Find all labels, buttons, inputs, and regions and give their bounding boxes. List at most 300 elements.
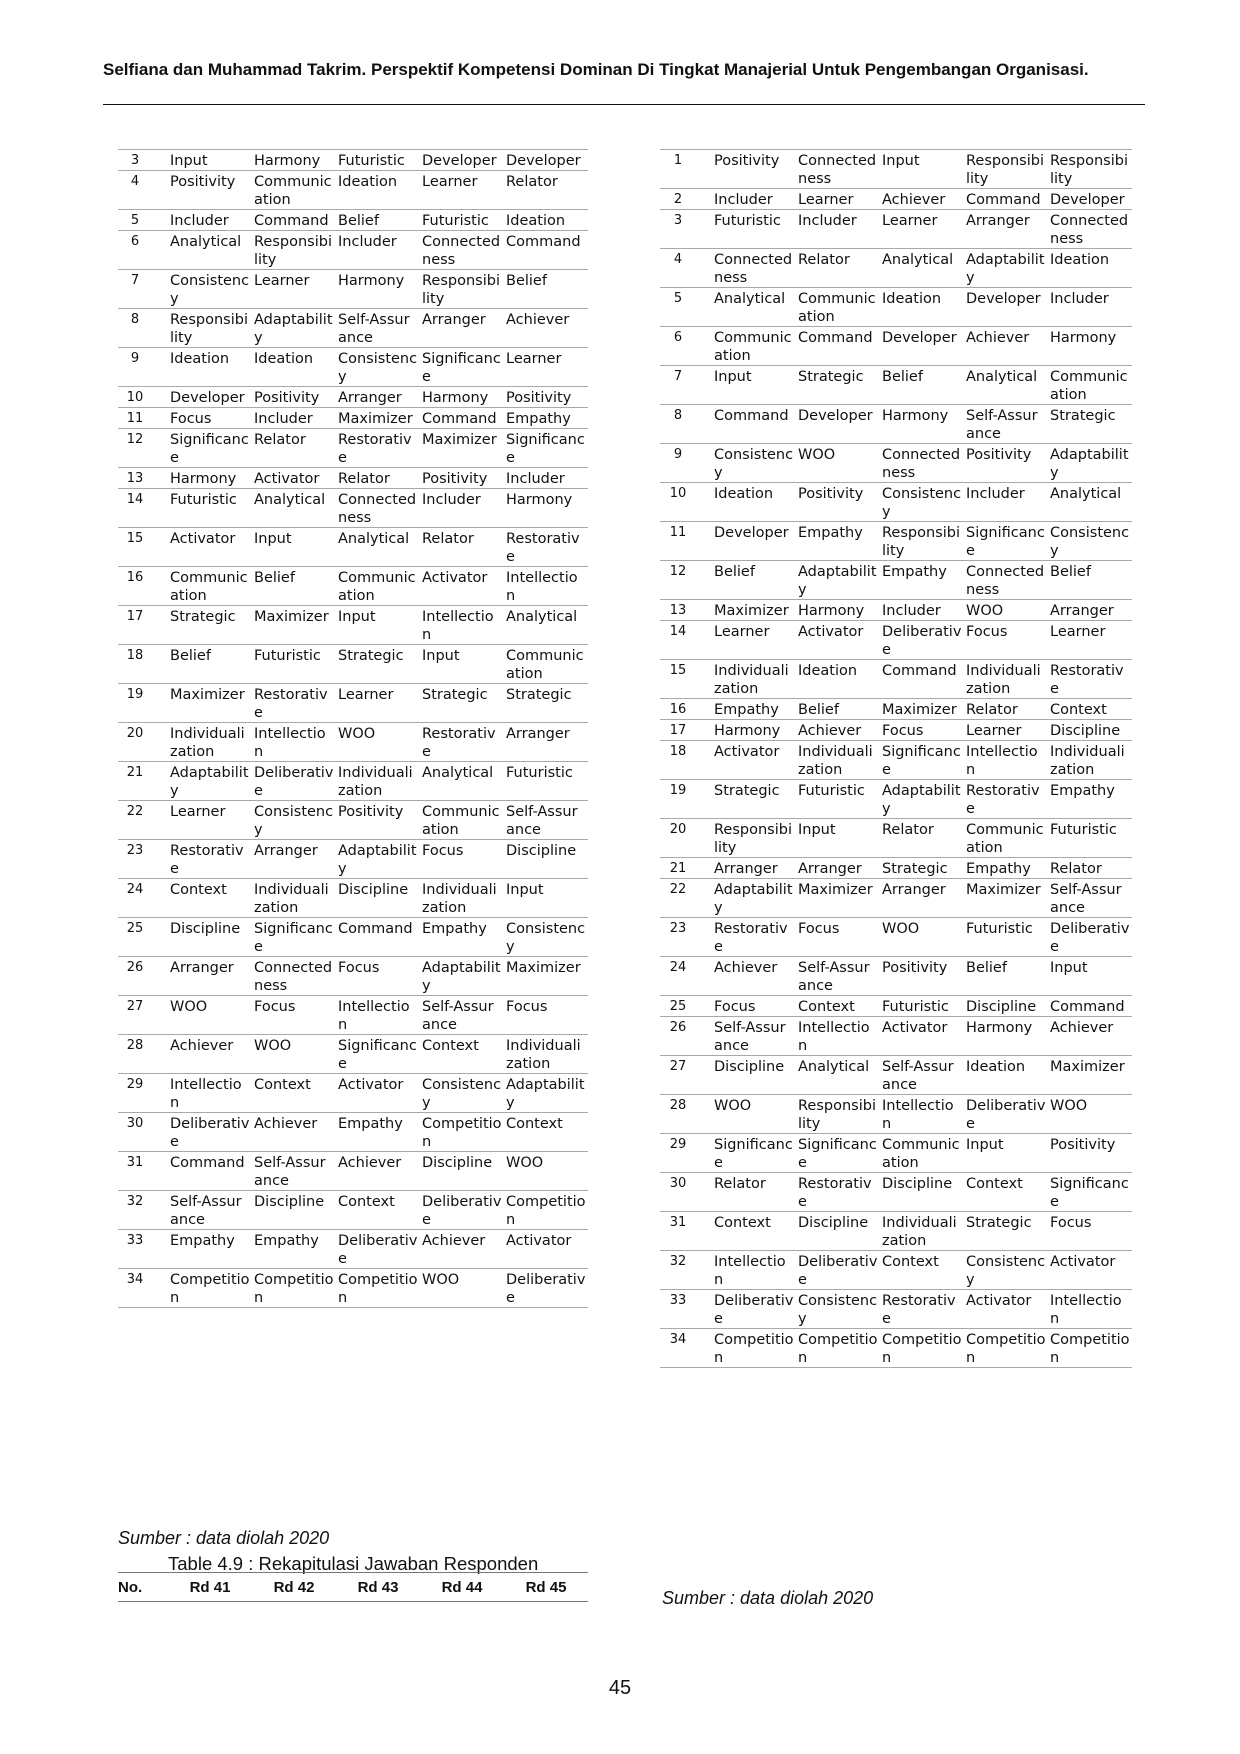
table-cell: Activator <box>168 528 252 567</box>
table-row <box>660 288 1132 327</box>
table-row <box>118 567 588 606</box>
table-cell: Maximizer <box>1048 1056 1132 1095</box>
table-cell: Intellection <box>796 1017 880 1056</box>
table-cell: Focus <box>880 720 964 741</box>
header-rule <box>103 104 1145 105</box>
table-cell: Includer <box>336 231 420 270</box>
table-cell: Positivity <box>964 444 1048 483</box>
table-row <box>660 522 1132 561</box>
row-number: 33 <box>660 1290 712 1329</box>
table-cell: Command <box>252 210 336 231</box>
table-cell: Connectedness <box>252 957 336 996</box>
table-cell: Significance <box>420 348 504 387</box>
table-cell: Input <box>420 645 504 684</box>
row-number: 9 <box>660 444 712 483</box>
table-cell: Futuristic <box>796 780 880 819</box>
row-number: 34 <box>660 1329 712 1368</box>
row-number: 30 <box>660 1173 712 1212</box>
row-number: 32 <box>118 1191 168 1230</box>
table-cell: Achiever <box>336 1152 420 1191</box>
table-cell: Empathy <box>964 858 1048 879</box>
table-cell: Developer <box>712 522 796 561</box>
row-number: 21 <box>118 762 168 801</box>
header-row <box>118 1573 588 1602</box>
table-row <box>118 231 588 270</box>
table-cell: Activator <box>420 567 504 606</box>
table-row <box>118 348 588 387</box>
row-number: 27 <box>118 996 168 1035</box>
table-cell: Context <box>1048 699 1132 720</box>
table-row <box>660 699 1132 720</box>
table-cell: Positivity <box>168 171 252 210</box>
table-cell: Positivity <box>1048 1134 1132 1173</box>
row-number: 16 <box>660 699 712 720</box>
table-row <box>660 1173 1132 1212</box>
table-cell: Consistency <box>1048 522 1132 561</box>
table-cell: Context <box>420 1035 504 1074</box>
table-row <box>660 780 1132 819</box>
table-cell: Discipline <box>796 1212 880 1251</box>
table-row <box>660 1212 1132 1251</box>
right-table-body <box>660 150 1132 1368</box>
table-cell: Futuristic <box>420 210 504 231</box>
table-cell: WOO <box>420 1269 504 1308</box>
table-row <box>660 1134 1132 1173</box>
table-cell: Ideation <box>880 288 964 327</box>
table-cell: Activator <box>336 1074 420 1113</box>
row-number: 22 <box>660 879 712 918</box>
table-cell: Communication <box>964 819 1048 858</box>
table-cell: Empathy <box>880 561 964 600</box>
table-row <box>660 819 1132 858</box>
table-cell: Intellection <box>1048 1290 1132 1329</box>
table-cell: Positivity <box>252 387 336 408</box>
table-cell: Futuristic <box>712 210 796 249</box>
table-row <box>660 996 1132 1017</box>
table-cell: Responsibility <box>880 522 964 561</box>
table-cell: Restorative <box>712 918 796 957</box>
table-cell: Context <box>880 1251 964 1290</box>
table-cell: Includer <box>504 468 588 489</box>
table-cell: Connectedness <box>796 150 880 189</box>
table-cell: Individualization <box>880 1212 964 1251</box>
table-cell: Self-Assurance <box>504 801 588 840</box>
table-cell: Deliberative <box>796 1251 880 1290</box>
table-cell: Significance <box>1048 1173 1132 1212</box>
table-cell: Achiever <box>168 1035 252 1074</box>
table-cell: Analytical <box>880 249 964 288</box>
table-cell: Discipline <box>880 1173 964 1212</box>
table-cell: Significance <box>168 429 252 468</box>
table-cell: Communication <box>504 645 588 684</box>
row-number: 20 <box>660 819 712 858</box>
table-cell: Deliberative <box>252 762 336 801</box>
table-cell: Arranger <box>964 210 1048 249</box>
row-number: 33 <box>118 1230 168 1269</box>
table-cell: Individualization <box>168 723 252 762</box>
table-cell: Achiever <box>504 309 588 348</box>
table-cell: Input <box>336 606 420 645</box>
table-cell: Includer <box>880 600 964 621</box>
table-cell: Includer <box>420 489 504 528</box>
table-cell: Responsibility <box>964 150 1048 189</box>
table-row <box>660 660 1132 699</box>
table-cell: Ideation <box>336 171 420 210</box>
table-row <box>118 918 588 957</box>
table-cell: Achiever <box>880 189 964 210</box>
table-cell: Relator <box>880 819 964 858</box>
table-cell: Individualization <box>964 660 1048 699</box>
table-cell: Maximizer <box>712 600 796 621</box>
row-number: 11 <box>118 408 168 429</box>
table-cell: Restorative <box>1048 660 1132 699</box>
table-cell: Connectedness <box>336 489 420 528</box>
table-cell: Command <box>504 231 588 270</box>
table-row <box>660 249 1132 288</box>
table-cell: Maximizer <box>336 408 420 429</box>
table-cell: Input <box>880 150 964 189</box>
table-cell: Empathy <box>504 408 588 429</box>
table-cell: Empathy <box>796 522 880 561</box>
table-cell: Includer <box>1048 288 1132 327</box>
table-cell: Adaptability <box>880 780 964 819</box>
table-cell: Maximizer <box>796 879 880 918</box>
row-number: 6 <box>660 327 712 366</box>
table-cell: Harmony <box>336 270 420 309</box>
table-cell: Developer <box>964 288 1048 327</box>
table-cell: Responsibility <box>796 1095 880 1134</box>
table-cell: Ideation <box>1048 249 1132 288</box>
table-cell: Self-Assurance <box>336 309 420 348</box>
table-cell: Discipline <box>168 918 252 957</box>
table-row <box>118 1152 588 1191</box>
table-cell: Deliberative <box>712 1290 796 1329</box>
row-number: 23 <box>660 918 712 957</box>
table-cell: Harmony <box>712 720 796 741</box>
table-cell: Achiever <box>796 720 880 741</box>
row-number: 5 <box>660 288 712 327</box>
table-cell: Connectedness <box>880 444 964 483</box>
table-cell: Communication <box>168 567 252 606</box>
row-number: 20 <box>118 723 168 762</box>
table-cell: Consistency <box>796 1290 880 1329</box>
table-cell: Consistency <box>504 918 588 957</box>
table-cell: Focus <box>168 408 252 429</box>
row-number: 10 <box>118 387 168 408</box>
table-row <box>118 762 588 801</box>
table-cell: Developer <box>796 405 880 444</box>
table-cell: Developer <box>168 387 252 408</box>
table-cell: Competition <box>420 1113 504 1152</box>
table-cell: Significance <box>964 522 1048 561</box>
table-cell: Responsibility <box>1048 150 1132 189</box>
table-cell: Restorative <box>168 840 252 879</box>
table-cell: Intellection <box>712 1251 796 1290</box>
table-cell: Belief <box>964 957 1048 996</box>
table-cell: Restorative <box>504 528 588 567</box>
page-number: 45 <box>608 1677 632 1699</box>
row-number: 14 <box>118 489 168 528</box>
table-cell: Focus <box>420 840 504 879</box>
table-cell: Empathy <box>336 1113 420 1152</box>
table-cell: Deliberative <box>420 1191 504 1230</box>
row-number: 3 <box>118 150 168 171</box>
table-cell: Achiever <box>252 1113 336 1152</box>
table-cell: Arranger <box>504 723 588 762</box>
table-cell: Discipline <box>420 1152 504 1191</box>
table-cell: Consistency <box>168 270 252 309</box>
table-row <box>118 1269 588 1308</box>
table-cell: Harmony <box>880 405 964 444</box>
table-cell: Learner <box>1048 621 1132 660</box>
table-cell: Intellection <box>420 606 504 645</box>
table-cell: Restorative <box>796 1173 880 1212</box>
table-cell: Input <box>1048 957 1132 996</box>
table-row <box>660 1329 1132 1368</box>
row-number: 8 <box>118 309 168 348</box>
table-cell: Intellection <box>964 741 1048 780</box>
table-cell: Relator <box>964 699 1048 720</box>
table-cell: Individualization <box>712 660 796 699</box>
row-number: 31 <box>660 1212 712 1251</box>
table-row <box>118 210 588 231</box>
table-cell: Input <box>796 819 880 858</box>
table-cell: Competition <box>504 1191 588 1230</box>
table-cell: Includer <box>252 408 336 429</box>
header-no: No. <box>118 1573 168 1602</box>
table-row <box>118 429 588 468</box>
table-cell: Futuristic <box>252 645 336 684</box>
table-cell: Restorative <box>252 684 336 723</box>
table-cell: Adaptability <box>964 249 1048 288</box>
row-number: 21 <box>660 858 712 879</box>
table-row <box>118 1191 588 1230</box>
table-cell: Responsibility <box>712 819 796 858</box>
table-cell: Significance <box>712 1134 796 1173</box>
table-cell: Communication <box>880 1134 964 1173</box>
table-cell: Communication <box>420 801 504 840</box>
next-table-header <box>118 1572 588 1602</box>
table-cell: Context <box>504 1113 588 1152</box>
table-cell: Learner <box>336 684 420 723</box>
table-cell: Discipline <box>336 879 420 918</box>
table-cell: Strategic <box>336 645 420 684</box>
header-col: Rd 45 <box>504 1573 588 1602</box>
table-cell: Responsibility <box>252 231 336 270</box>
row-number: 25 <box>118 918 168 957</box>
table-cell: Competition <box>796 1329 880 1368</box>
table-cell: Individualization <box>336 762 420 801</box>
table-row <box>118 957 588 996</box>
running-header: Selfiana dan Muhammad Takrim. Perspektif Kompetensi Dominan Di Tingkat Manajerial Untuk Pengembangan Organisasi. <box>103 60 1089 79</box>
table-row <box>660 720 1132 741</box>
table-cell: Strategic <box>504 684 588 723</box>
table-cell: Harmony <box>964 1017 1048 1056</box>
table-cell: Achiever <box>420 1230 504 1269</box>
table-cell: Empathy <box>712 699 796 720</box>
table-cell: Focus <box>504 996 588 1035</box>
table-cell: Adaptability <box>504 1074 588 1113</box>
table-row <box>660 600 1132 621</box>
table-cell: Ideation <box>796 660 880 699</box>
table-cell: Belief <box>880 366 964 405</box>
table-cell: Learner <box>252 270 336 309</box>
table-cell: Arranger <box>420 309 504 348</box>
table-row <box>660 1290 1132 1329</box>
table-cell: Deliberative <box>964 1095 1048 1134</box>
table-cell: Individualization <box>504 1035 588 1074</box>
table-cell: Analytical <box>964 366 1048 405</box>
source-note-left: Sumber : data diolah 2020 <box>118 1528 330 1548</box>
table-cell: Adaptability <box>336 840 420 879</box>
table-cell: Developer <box>420 150 504 171</box>
table-cell: WOO <box>880 918 964 957</box>
table-cell: Communication <box>1048 366 1132 405</box>
row-number: 29 <box>660 1134 712 1173</box>
table-cell: WOO <box>964 600 1048 621</box>
table-cell: Arranger <box>796 858 880 879</box>
row-number: 12 <box>660 561 712 600</box>
table-row <box>118 270 588 309</box>
table-cell: Self-Assurance <box>252 1152 336 1191</box>
table-cell: Belief <box>336 210 420 231</box>
table-cell: Achiever <box>712 957 796 996</box>
row-number: 24 <box>118 879 168 918</box>
table-row <box>660 621 1132 660</box>
table-cell: Strategic <box>1048 405 1132 444</box>
table-cell: Individualization <box>796 741 880 780</box>
table-cell: Adaptability <box>252 309 336 348</box>
table-cell: Maximizer <box>420 429 504 468</box>
table-cell: Ideation <box>168 348 252 387</box>
table-cell: Communication <box>252 171 336 210</box>
table-cell: Achiever <box>1048 1017 1132 1056</box>
table-cell: Discipline <box>712 1056 796 1095</box>
table-row <box>118 840 588 879</box>
table-cell: Context <box>712 1212 796 1251</box>
table-cell: Individualization <box>252 879 336 918</box>
table-cell: Adaptability <box>712 879 796 918</box>
table-cell: Self-Assurance <box>796 957 880 996</box>
table-cell: Analytical <box>336 528 420 567</box>
table-cell: Significance <box>336 1035 420 1074</box>
table-cell: Input <box>964 1134 1048 1173</box>
table-row <box>118 468 588 489</box>
table-cell: Relator <box>1048 858 1132 879</box>
table-cell: Competition <box>880 1329 964 1368</box>
header-col: Rd 41 <box>168 1573 252 1602</box>
table-row <box>660 741 1132 780</box>
table-cell: Learner <box>168 801 252 840</box>
table-cell: Harmony <box>252 150 336 171</box>
table-cell: Achiever <box>964 327 1048 366</box>
table-cell: Communication <box>796 288 880 327</box>
table-cell: WOO <box>168 996 252 1035</box>
table-cell: WOO <box>796 444 880 483</box>
row-number: 3 <box>660 210 712 249</box>
row-number: 4 <box>118 171 168 210</box>
row-number: 19 <box>118 684 168 723</box>
table-cell: Intellection <box>504 567 588 606</box>
table-cell: Competition <box>964 1329 1048 1368</box>
table-cell: Competition <box>168 1269 252 1308</box>
table-cell: Futuristic <box>880 996 964 1017</box>
table-cell: Individualization <box>420 879 504 918</box>
table-cell: Ideation <box>964 1056 1048 1095</box>
table-row <box>660 858 1132 879</box>
table-cell: WOO <box>1048 1095 1132 1134</box>
row-number: 17 <box>660 720 712 741</box>
table-cell: Includer <box>964 483 1048 522</box>
row-number: 6 <box>118 231 168 270</box>
table-cell: Harmony <box>504 489 588 528</box>
row-number: 19 <box>660 780 712 819</box>
table-cell: Consistency <box>420 1074 504 1113</box>
table-row <box>118 645 588 684</box>
table-row <box>660 1095 1132 1134</box>
table-cell: Empathy <box>168 1230 252 1269</box>
table-cell: Relator <box>712 1173 796 1212</box>
table-cell: Input <box>168 150 252 171</box>
table-cell: Analytical <box>504 606 588 645</box>
table-cell: Focus <box>252 996 336 1035</box>
row-number: 2 <box>660 189 712 210</box>
table-cell: Belief <box>712 561 796 600</box>
table-cell: Ideation <box>252 348 336 387</box>
row-number: 12 <box>118 429 168 468</box>
table-cell: Strategic <box>420 684 504 723</box>
table-cell: Intellection <box>168 1074 252 1113</box>
row-number: 15 <box>118 528 168 567</box>
table-cell: Command <box>712 405 796 444</box>
table-cell: WOO <box>504 1152 588 1191</box>
table-cell: Focus <box>712 996 796 1017</box>
table-cell: Arranger <box>168 957 252 996</box>
table-cell: Analytical <box>168 231 252 270</box>
table-cell: Empathy <box>252 1230 336 1269</box>
table-row <box>660 1056 1132 1095</box>
table-row <box>118 996 588 1035</box>
table-row <box>118 879 588 918</box>
table-row <box>118 309 588 348</box>
table-cell: Connectedness <box>964 561 1048 600</box>
table-cell: Adaptability <box>796 561 880 600</box>
row-number: 28 <box>118 1035 168 1074</box>
table-row <box>660 366 1132 405</box>
row-number: 10 <box>660 483 712 522</box>
table-cell: Developer <box>1048 189 1132 210</box>
table-cell: Consistency <box>964 1251 1048 1290</box>
table-cell: Adaptability <box>168 762 252 801</box>
table-cell: Consistency <box>336 348 420 387</box>
table-cell: Belief <box>1048 561 1132 600</box>
table-cell: Discipline <box>252 1191 336 1230</box>
row-number: 25 <box>660 996 712 1017</box>
row-number: 13 <box>660 600 712 621</box>
table-cell: Positivity <box>336 801 420 840</box>
table-cell: Belief <box>168 645 252 684</box>
table-cell: Positivity <box>504 387 588 408</box>
table-cell: Maximizer <box>880 699 964 720</box>
row-number: 34 <box>118 1269 168 1308</box>
table-cell: Relator <box>252 429 336 468</box>
table-cell: WOO <box>252 1035 336 1074</box>
table-row <box>118 1113 588 1152</box>
table-cell: Consistency <box>880 483 964 522</box>
table-cell: Deliberative <box>168 1113 252 1152</box>
table-cell: Analytical <box>420 762 504 801</box>
table-cell: Context <box>252 1074 336 1113</box>
